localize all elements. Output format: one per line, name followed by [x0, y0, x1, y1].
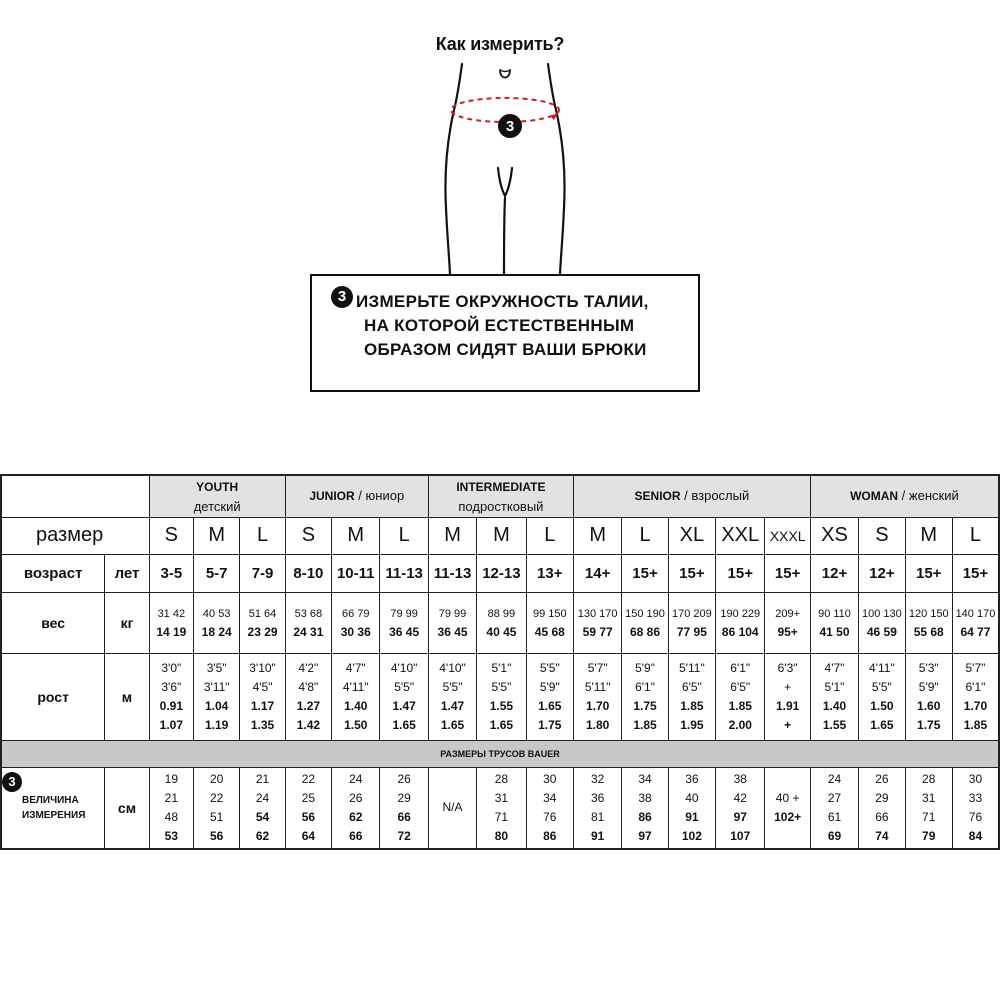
- weight-cell: [194, 592, 240, 653]
- instruction-line: ИЗМЕРЬТЕ ОКРУЖНОСТЬ ТАЛИИ,: [356, 292, 649, 311]
- size-cell: M: [573, 517, 621, 554]
- cell-line: 95+: [777, 624, 798, 639]
- weight-cell: [952, 592, 999, 653]
- measurement-cell: [526, 767, 573, 849]
- measurement-cell: [716, 767, 765, 849]
- cell-line: 1.04: [205, 698, 229, 713]
- size-chart-table: [0, 474, 1000, 850]
- size-cell: XXXL: [765, 517, 810, 554]
- cell-line: 2.00: [728, 717, 752, 732]
- age-row: [1, 554, 999, 592]
- height-cell: [716, 653, 765, 740]
- cell-line: 59 77: [582, 624, 613, 639]
- weight-cell: [428, 592, 476, 653]
- cell-line: 30: [968, 771, 983, 786]
- cell-line: 66: [875, 809, 889, 824]
- cell-line: 1.85: [963, 717, 988, 732]
- cell-line: 18 24: [201, 624, 232, 639]
- cell-line: 1.85: [728, 698, 752, 713]
- size-row: [1, 517, 999, 554]
- size-cell: XXL: [716, 517, 765, 554]
- cell-line: 150 190: [625, 607, 665, 620]
- measurement-cell: [859, 767, 905, 849]
- cell-line: 66 79: [341, 607, 370, 620]
- cell-line: 5'1": [491, 660, 512, 675]
- cell-line: 80: [494, 828, 509, 843]
- age-cell: 3-5: [149, 554, 193, 592]
- weight-cell: [240, 592, 285, 653]
- measurement-instruction-box: [310, 274, 700, 392]
- weight-cell: [622, 592, 668, 653]
- cell-line: 54: [255, 809, 270, 824]
- cell-line: 53 68: [294, 607, 323, 620]
- instruction-line: ОБРАЗОМ СИДЯТ ВАШИ БРЮКИ: [364, 340, 647, 359]
- cell-line: 71: [494, 809, 509, 824]
- step-number-badge: 3: [331, 286, 353, 308]
- cell-line: 1.60: [917, 698, 941, 713]
- cell-line: 99 150: [532, 607, 567, 620]
- size-cell: M: [428, 517, 476, 554]
- height-unit: м: [105, 653, 149, 740]
- cell-line: 1.47: [440, 698, 465, 713]
- weight-cell: [716, 592, 765, 653]
- cell-line: 77 95: [676, 624, 707, 639]
- cell-line: 5'9": [635, 660, 655, 675]
- cell-line: 1.70: [963, 698, 988, 713]
- measurement-cell: [573, 767, 621, 849]
- age-cell: 12-13: [477, 554, 526, 592]
- cell-line: 29: [875, 790, 889, 805]
- cell-line: 3'11": [203, 679, 230, 694]
- cell-line: 62: [255, 828, 270, 843]
- cell-line: 25: [301, 790, 316, 805]
- cell-line: 26: [397, 771, 411, 786]
- cell-line: 51: [210, 809, 224, 824]
- cell-line: 24: [349, 771, 363, 786]
- weight-row: [1, 592, 999, 653]
- measurement-cell: [149, 767, 193, 849]
- cell-line: 86: [638, 809, 652, 824]
- height-cell: [149, 653, 193, 740]
- cell-line: 0.91: [159, 698, 183, 713]
- height-cell: [285, 653, 331, 740]
- measurement-label: 3 ВЕЛИЧИНА ИЗМЕРЕНИЯ: [1, 767, 105, 849]
- cell-line: 3'5": [206, 660, 227, 675]
- cell-line: 79: [922, 828, 936, 843]
- weight-cell: [149, 592, 193, 653]
- cell-line: 102+: [774, 809, 802, 824]
- instruction-line: НА КОТОРОЙ ЕСТЕСТВЕННЫМ: [364, 316, 635, 335]
- age-cell: 15+: [905, 554, 952, 592]
- cell-line: 1.65: [440, 717, 465, 732]
- cell-line: 33: [968, 790, 983, 805]
- cell-line: 1.65: [538, 698, 562, 713]
- weight-cell: [668, 592, 715, 653]
- height-cell: [765, 653, 810, 740]
- age-cell: 13+: [526, 554, 573, 592]
- cell-line: 36 45: [437, 624, 468, 639]
- how-to-measure-title: Как измерить?: [435, 34, 565, 54]
- cell-line: 79 99: [390, 607, 418, 620]
- weight-cell: [765, 592, 810, 653]
- group-junior: JUNIOR / юниор: [285, 475, 428, 517]
- weight-cell: [332, 592, 380, 653]
- size-cell: S: [859, 517, 905, 554]
- cell-line: 86: [543, 828, 557, 843]
- cell-line: 24 31: [293, 624, 324, 639]
- height-cell: [859, 653, 905, 740]
- cell-line: 6'5": [681, 679, 702, 694]
- cell-line: 107: [730, 828, 751, 843]
- cell-line: 1.65: [489, 717, 514, 732]
- cell-line: 120 150: [908, 607, 949, 620]
- measurement-cell: [285, 767, 331, 849]
- weight-cell: [526, 592, 573, 653]
- cell-line: 1.42: [296, 717, 321, 732]
- cell-line: 90 110: [818, 607, 851, 620]
- group-intermediate: INTERMEDIATE подростковый: [428, 475, 573, 517]
- cell-line: 31 42: [157, 607, 186, 620]
- cell-line: 6'5": [730, 679, 751, 694]
- measurement-cell: [622, 767, 668, 849]
- cell-line: 45 68: [534, 624, 565, 639]
- age-cell: 15+: [668, 554, 715, 592]
- cell-line: 6'1": [965, 679, 986, 694]
- cell-line: 5'5": [394, 679, 415, 694]
- cell-line: 1.27: [296, 698, 321, 713]
- cell-line: 1.17: [250, 698, 275, 713]
- age-cell: 15+: [622, 554, 668, 592]
- measurement-cell: [765, 767, 810, 849]
- cell-line: 1.40: [344, 698, 368, 713]
- cell-line: 64 77: [960, 624, 991, 639]
- cell-line: 4'7": [824, 660, 845, 675]
- cell-line: 28: [922, 771, 936, 786]
- cell-line: 71: [922, 809, 936, 824]
- cell-line: 5'11": [584, 679, 611, 694]
- cell-line: 102: [681, 828, 702, 843]
- age-cell: 15+: [952, 554, 999, 592]
- cell-line: 29: [397, 790, 411, 805]
- cell-line: 69: [827, 828, 842, 843]
- cell-line: 140 170: [955, 607, 996, 620]
- waist-measurement-figure: [400, 58, 610, 276]
- age-cell: 15+: [716, 554, 765, 592]
- cell-line: 74: [875, 828, 889, 843]
- cell-line: 5'1": [824, 679, 845, 694]
- cell-line: 40 53: [202, 607, 231, 620]
- weight-cell: [477, 592, 526, 653]
- height-label: рост: [1, 653, 105, 740]
- age-cell: 15+: [765, 554, 810, 592]
- cell-line: 56: [210, 828, 224, 843]
- cell-line: 3'6": [161, 679, 182, 694]
- size-cell: L: [952, 517, 999, 554]
- cell-line: 66: [397, 809, 411, 824]
- cell-line: 84: [968, 828, 983, 843]
- cell-line: 1.75: [538, 717, 562, 732]
- measurement-row: [1, 767, 999, 849]
- height-cell: [905, 653, 952, 740]
- weight-cell: [859, 592, 905, 653]
- cell-line: 68 86: [630, 624, 661, 639]
- cell-line: 26: [875, 771, 889, 786]
- cell-line: 1.55: [822, 717, 847, 732]
- cell-line: 190 229: [720, 607, 761, 620]
- cell-line: 36: [685, 771, 699, 786]
- measurement-cell: [380, 767, 428, 849]
- size-cell: XS: [810, 517, 858, 554]
- measurement-cell: [194, 767, 240, 849]
- age-cell: 10-11: [332, 554, 380, 592]
- weight-cell: [380, 592, 428, 653]
- cell-line: 1.95: [680, 717, 704, 732]
- cell-line: 1.75: [633, 698, 657, 713]
- cell-line: 3'10": [249, 660, 276, 675]
- size-group-header-row: [1, 475, 999, 517]
- weight-label: вес: [1, 592, 105, 653]
- measurement-cell: [810, 767, 858, 849]
- weight-cell: [810, 592, 858, 653]
- cell-line: 6'1": [635, 679, 655, 694]
- size-cell: XL: [668, 517, 715, 554]
- bauer-pants-band: РАЗМЕРЫ ТРУСОВ BAUER: [1, 740, 999, 767]
- cell-line: 88 99: [487, 607, 516, 620]
- bauer-pants-band-row: [1, 740, 999, 767]
- group-woman: WOMAN / женский: [810, 475, 999, 517]
- cell-line: 30 36: [340, 624, 371, 639]
- cell-line: 55 68: [913, 624, 944, 639]
- cell-line: 21: [255, 771, 270, 786]
- cell-line: 5'3": [918, 660, 939, 675]
- cell-line: 40 +: [775, 790, 800, 805]
- instruction-text: [356, 290, 696, 362]
- cell-line: 1.40: [822, 698, 847, 713]
- cell-line: 1.19: [205, 717, 229, 732]
- cell-line: 22: [210, 790, 224, 805]
- cell-line: 4'5": [252, 679, 273, 694]
- weight-unit: кг: [105, 592, 149, 653]
- height-row: [1, 653, 999, 740]
- weight-cell: [573, 592, 621, 653]
- size-cell: L: [526, 517, 573, 554]
- cell-line: 79 99: [438, 607, 467, 620]
- cell-line: 91: [685, 809, 699, 824]
- cell-line: 1.50: [344, 717, 368, 732]
- cell-line: 3'0": [161, 660, 182, 675]
- cell-line: 1.55: [489, 698, 514, 713]
- height-cell: [332, 653, 380, 740]
- cell-line: 1.65: [392, 717, 416, 732]
- cell-line: 4'7": [345, 660, 366, 675]
- cell-line: 30: [543, 771, 557, 786]
- age-cell: 12+: [810, 554, 858, 592]
- cell-line: 5'5": [539, 660, 560, 675]
- cell-line: 1.50: [870, 698, 894, 713]
- cell-line: 1.65: [870, 717, 894, 732]
- cell-line: 91: [590, 828, 605, 843]
- cell-line: 76: [968, 809, 983, 824]
- cell-line: 20: [210, 771, 224, 786]
- cell-line: 61: [827, 809, 842, 824]
- cell-line: 4'2": [298, 660, 319, 675]
- cell-line: 5'5": [491, 679, 512, 694]
- age-cell: 11-13: [428, 554, 476, 592]
- cell-line: 4'11": [342, 679, 369, 694]
- cell-line: 24: [827, 771, 842, 786]
- cell-line: 28: [494, 771, 509, 786]
- cell-line: 1.47: [392, 698, 416, 713]
- age-cell: 14+: [573, 554, 621, 592]
- cell-line: 1.07: [159, 717, 183, 732]
- measurement-cell: [477, 767, 526, 849]
- measurement-unit: см: [105, 767, 149, 849]
- cell-line: 21: [164, 790, 178, 805]
- cell-line: 38: [638, 790, 652, 805]
- cell-line: 6'1": [730, 660, 751, 675]
- measurement-na-cell: N/A: [428, 767, 476, 849]
- cell-line: 51 64: [248, 607, 277, 620]
- size-cell: L: [380, 517, 428, 554]
- size-cell: M: [194, 517, 240, 554]
- cell-line: 6'3": [777, 660, 798, 675]
- cell-line: 23 29: [247, 624, 278, 639]
- cell-line: 76: [543, 809, 557, 824]
- cell-line: 41 50: [819, 624, 850, 639]
- cell-line: 27: [827, 790, 842, 805]
- cell-line: 5'7": [965, 660, 986, 675]
- cell-line: 5'7": [587, 660, 608, 675]
- measurement-cell: [905, 767, 952, 849]
- cell-line: 4'11": [869, 660, 895, 675]
- size-cell: M: [477, 517, 526, 554]
- cell-line: 5'5": [871, 679, 892, 694]
- measurement-cell: [240, 767, 285, 849]
- age-cell: 12+: [859, 554, 905, 592]
- size-cell: M: [905, 517, 952, 554]
- cell-line: 24: [255, 790, 270, 805]
- age-cell: 8-10: [285, 554, 331, 592]
- cell-line: 1.80: [585, 717, 610, 732]
- weight-cell: [905, 592, 952, 653]
- cell-line: 209+: [775, 607, 801, 620]
- cell-line: 40 45: [486, 624, 517, 639]
- group-youth: YOUTH детский: [149, 475, 285, 517]
- height-cell: [526, 653, 573, 740]
- size-cell: M: [332, 517, 380, 554]
- cell-line: 66: [349, 828, 363, 843]
- cell-line: 97: [638, 828, 652, 843]
- svg-text:3: 3: [505, 118, 515, 135]
- height-cell: [194, 653, 240, 740]
- cell-line: 4'8": [298, 679, 319, 694]
- height-cell: [380, 653, 428, 740]
- cell-line: 170 209: [672, 607, 712, 620]
- cell-line: 4'10": [439, 660, 466, 675]
- size-cell: L: [240, 517, 285, 554]
- cell-line: 38: [733, 771, 747, 786]
- cell-line: 5'9": [539, 679, 560, 694]
- group-senior: SENIOR / взрослый: [573, 475, 810, 517]
- cell-line: 42: [733, 790, 747, 805]
- cell-line: 86 104: [721, 624, 759, 639]
- cell-line: 5'5": [442, 679, 463, 694]
- cell-line: 5'11": [679, 660, 705, 675]
- age-cell: 5-7: [194, 554, 240, 592]
- size-cell: S: [285, 517, 331, 554]
- height-cell: [428, 653, 476, 740]
- cell-line: 1.91: [775, 698, 800, 713]
- cell-line: 48: [164, 809, 178, 824]
- size-cell: L: [622, 517, 668, 554]
- height-cell: [952, 653, 999, 740]
- cell-line: 1.85: [633, 717, 657, 732]
- cell-line: 34: [638, 771, 652, 786]
- cell-line: 22: [301, 771, 316, 786]
- cell-line: 130 170: [577, 607, 618, 620]
- measurement-cell: [952, 767, 999, 849]
- cell-line: 100 130: [861, 607, 902, 620]
- cell-line: 32: [590, 771, 605, 786]
- cell-line: 1.35: [250, 717, 275, 732]
- cell-line: 97: [733, 809, 747, 824]
- height-cell: [240, 653, 285, 740]
- cell-line: 36 45: [389, 624, 420, 639]
- age-label: возраст: [1, 554, 105, 592]
- cell-line: 14 19: [156, 624, 187, 639]
- cell-line: 1.70: [585, 698, 610, 713]
- cell-line: 62: [349, 809, 363, 824]
- cell-line: 1.75: [917, 717, 941, 732]
- age-cell: 11-13: [380, 554, 428, 592]
- weight-cell: [285, 592, 331, 653]
- measurement-cell: [332, 767, 380, 849]
- cell-line: +: [784, 717, 792, 732]
- cell-line: 31: [922, 790, 936, 805]
- cell-line: 53: [164, 828, 178, 843]
- cell-line: 46 59: [866, 624, 897, 639]
- measurement-cell: [668, 767, 715, 849]
- cell-line: 19: [164, 771, 178, 786]
- cell-line: 1.85: [680, 698, 704, 713]
- cell-line: 56: [301, 809, 316, 824]
- cell-line: 31: [494, 790, 509, 805]
- cell-line: 64: [301, 828, 316, 843]
- cell-line: 34: [543, 790, 557, 805]
- height-cell: [810, 653, 858, 740]
- age-unit: лет: [105, 554, 149, 592]
- step-number-badge: 3: [2, 772, 22, 792]
- cell-line: 26: [349, 790, 363, 805]
- size-label: размер: [1, 517, 149, 554]
- cell-line: 4'10": [390, 660, 418, 675]
- height-cell: [477, 653, 526, 740]
- cell-line: 36: [590, 790, 605, 805]
- cell-line: 5'9": [918, 679, 939, 694]
- age-cell: 7-9: [240, 554, 285, 592]
- cell-line: 40: [685, 790, 699, 805]
- height-cell: [573, 653, 621, 740]
- height-cell: [668, 653, 715, 740]
- cell-line: +: [784, 679, 792, 694]
- size-cell: S: [149, 517, 193, 554]
- cell-line: 72: [397, 828, 411, 843]
- cell-line: 81: [590, 809, 605, 824]
- height-cell: [622, 653, 668, 740]
